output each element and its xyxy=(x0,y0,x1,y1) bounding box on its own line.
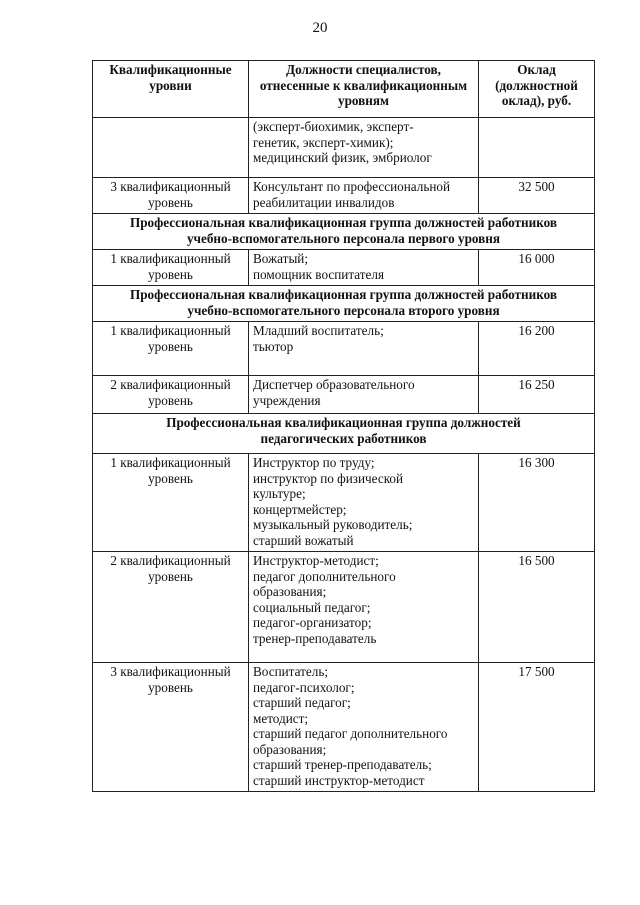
position-line: Младший воспитатель; xyxy=(253,323,384,338)
group-title-line: Профессиональная квалификационная группа должностей xyxy=(166,415,521,430)
position-line: тьютор xyxy=(253,338,294,354)
salary-cell xyxy=(479,118,595,178)
position-line: старший вожатый xyxy=(253,532,354,548)
table-row xyxy=(93,552,595,663)
qualification-level-line: уровень xyxy=(148,470,193,486)
position-line: старший педагог дополнительного xyxy=(253,726,448,741)
positions-cell xyxy=(249,118,479,178)
table-row xyxy=(93,250,595,286)
position-line: учреждения xyxy=(253,392,321,408)
positions-cell xyxy=(249,663,479,792)
position-line: помощник воспитателя xyxy=(253,266,385,282)
table-row xyxy=(93,322,595,376)
salary-cell xyxy=(479,178,595,214)
position-line: (эксперт-биохимик, эксперт- xyxy=(253,119,414,134)
table-header xyxy=(93,61,595,118)
positions-cell xyxy=(249,322,479,376)
positions-cell xyxy=(249,376,479,414)
qualification-level-line: 2 квалификационный xyxy=(110,377,231,392)
table-body xyxy=(93,118,595,792)
qualification-level-line: 1 квалификационный xyxy=(110,323,231,338)
qualification-level-cell xyxy=(93,376,249,414)
qualification-level-line: 3 квалификационный xyxy=(110,664,231,679)
positions-cell xyxy=(249,178,479,214)
position-line: Воспитатель; xyxy=(253,664,328,679)
header-level-line: Квалификационные xyxy=(109,62,232,77)
position-line: Инструктор по труду; xyxy=(253,455,375,470)
position-line: образования; xyxy=(253,741,327,757)
positions-cell xyxy=(249,552,479,663)
qualification-level-cell xyxy=(93,454,249,552)
qualification-level-line: уровень xyxy=(148,194,193,210)
qualification-level-cell xyxy=(93,178,249,214)
qualification-level-line: уровень xyxy=(148,392,193,408)
group-title-line: учебно-вспомогательного персонала второго уровня xyxy=(187,302,500,318)
group-title xyxy=(93,414,595,454)
position-line: социальный педагог; xyxy=(253,599,371,615)
group-title-row xyxy=(93,414,595,454)
qualification-level-line: 2 квалификационный xyxy=(110,553,231,568)
salary-value: 16 250 xyxy=(518,377,555,392)
table-row xyxy=(93,118,595,178)
header-positions xyxy=(249,61,479,118)
group-title-line: Профессиональная квалификационная группа должностей работников xyxy=(129,287,558,302)
group-title-row xyxy=(93,214,595,250)
table-row xyxy=(93,376,595,414)
position-line: Вожатый; xyxy=(253,251,309,266)
salary-cell xyxy=(479,250,595,286)
position-line: тренер-преподаватель xyxy=(253,630,377,646)
qualification-level-line: уровень xyxy=(148,338,193,354)
positions-cell xyxy=(249,454,479,552)
position-line: реабилитации инвалидов xyxy=(253,194,395,210)
qualification-level-cell xyxy=(93,663,249,792)
qualification-level-line: 3 квалификационный xyxy=(110,179,231,194)
qualification-level-cell xyxy=(93,118,249,178)
group-title-line: учебно-вспомогательного персонала первого уровня xyxy=(186,230,501,246)
position-line: музыкальный руководитель; xyxy=(253,517,413,532)
position-line: Инструктор-методист; xyxy=(253,553,379,568)
header-level xyxy=(93,61,249,118)
salary-value: 16 500 xyxy=(518,553,555,568)
qualification-level-line: уровень xyxy=(148,568,193,584)
position-line: педагог дополнительного xyxy=(253,568,396,584)
header-positions-line: Должности специалистов, xyxy=(286,62,441,77)
page-number: 20 xyxy=(312,20,328,36)
salary-cell xyxy=(479,322,595,376)
qualification-level-line: уровень xyxy=(148,266,193,282)
position-line: генетик, эксперт-химик); xyxy=(253,134,394,150)
group-title-row xyxy=(93,286,595,322)
salary-value: 16 200 xyxy=(518,323,555,338)
position-line: методист; xyxy=(253,710,309,726)
header-row xyxy=(93,61,595,118)
salary-cell xyxy=(479,376,595,414)
salary-cell xyxy=(479,552,595,663)
qualification-level-cell xyxy=(93,250,249,286)
table-row xyxy=(93,454,595,552)
qualification-level-line: 1 квалификационный xyxy=(110,455,231,470)
salary-value: 17 500 xyxy=(518,664,555,679)
position-line: инструктор по физической xyxy=(253,470,404,486)
position-line: культуре; xyxy=(253,486,306,501)
position-line: Диспетчер образовательного xyxy=(253,377,415,392)
salary-table xyxy=(92,60,595,792)
qualification-level-cell xyxy=(93,552,249,663)
header-level-line: уровни xyxy=(149,77,192,93)
salary-value: 16 300 xyxy=(518,455,555,470)
group-title-line: педагогических работников xyxy=(260,430,427,446)
salary-cell xyxy=(479,663,595,792)
group-title xyxy=(93,286,595,322)
position-line: медицинский физик, эмбриолог xyxy=(253,150,432,165)
salary-value: 16 000 xyxy=(518,251,555,266)
table-row xyxy=(93,663,595,792)
qualification-level-cell xyxy=(93,322,249,376)
position-line: педагог-психолог; xyxy=(253,679,355,695)
position-line: старший педагог; xyxy=(253,695,351,710)
position-line: концертмейстер; xyxy=(253,501,347,517)
header-salary-line: оклад), руб. xyxy=(501,93,572,108)
salary-value: 32 500 xyxy=(518,179,555,194)
group-title xyxy=(93,214,595,250)
salary-cell xyxy=(479,454,595,552)
header-salary xyxy=(479,61,595,118)
header-salary-line: Оклад xyxy=(517,62,556,77)
header-salary-line: (должностной xyxy=(495,77,578,93)
header-positions-line: отнесенные к квалификационным xyxy=(259,77,468,93)
qualification-level-line: уровень xyxy=(148,679,193,695)
position-line: старший тренер-преподаватель; xyxy=(253,757,432,772)
position-line: образования; xyxy=(253,584,327,599)
group-title-line: Профессиональная квалификационная группа должностей работников xyxy=(129,215,558,230)
qualification-level-line: 1 квалификационный xyxy=(110,251,231,266)
position-line: Консультант по профессиональной xyxy=(253,179,451,194)
position-line: педагог-организатор; xyxy=(253,615,372,630)
header-positions-line: уровням xyxy=(337,93,390,108)
positions-cell xyxy=(249,250,479,286)
table-row xyxy=(93,178,595,214)
position-line: старший инструктор-методист xyxy=(253,772,425,788)
